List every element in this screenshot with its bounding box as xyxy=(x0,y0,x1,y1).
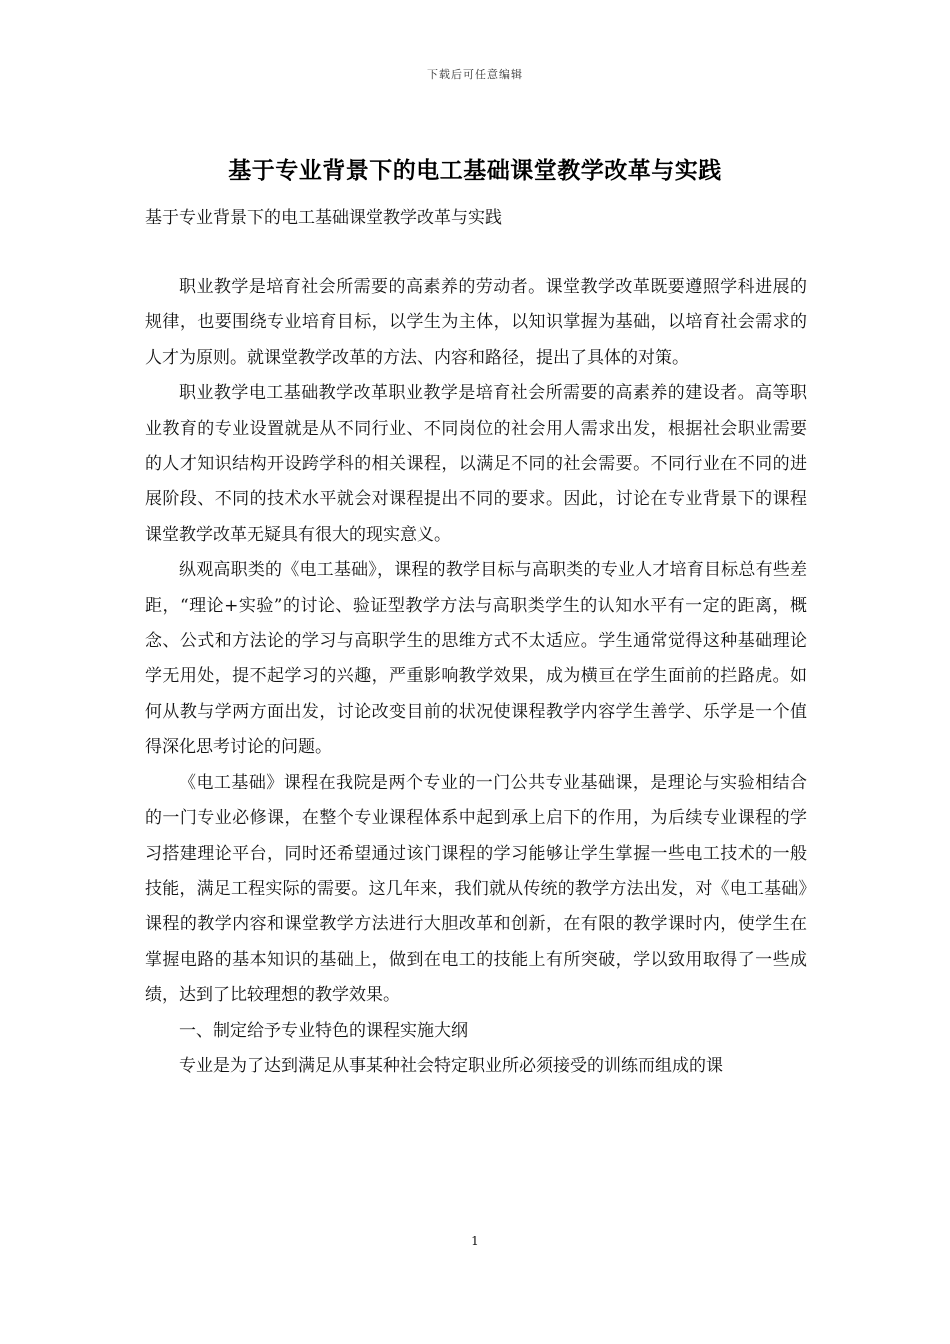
document-body xyxy=(145,270,807,1084)
paragraph-1: 职业教学是培育社会所需要的高素养的劳动者。课堂教学改革既要遵照学科进展的规律，也要围绕专业培育目标，以学生为主体，以知识掌握为基础，以培育社会需求的人才为原则。就课堂教学改革的方法、内容和路径，提出了具体的对策。 xyxy=(145,277,807,368)
section-heading-1: 一、制定给予专业特色的课程实施大纲 xyxy=(179,1020,468,1041)
paragraph-4: 《电工基础》课程在我院是两个专业的一门公共专业基础课，是理论与实验相结合的一门专业必修课，在整个专业课程体系中起到承上启下的作用，为后续专业课程的学习搭建理论平台，同时还希望通过该门课程的学习能够让学生掌握一些电工技术的一般技能，满足工程实际的需要。这几年来，我们就从传统的教学方法出发，对《电工基础》课程的教学内容和课堂教学方法进行大胆改革和创新，在有限的教学课时内，使学生在掌握电路的基本知识的基础上，做到在电工的技能上有所突破，学以致用取得了一些成绩，达到了比较理想的教学效果。 xyxy=(145,772,807,1006)
page-number: 1 xyxy=(471,1234,479,1248)
paragraph-3: 纵观高职类的《电工基础》，课程的教学目标与高职类的专业人才培育目标总有些差距，“理论+实验”的讨论、验证型教学方法与高职类学生的认知水平有一定的距离，概念、公式和方法论的学习与高职学生的思维方式不太适应。学生通常觉得这种基础理论学无用处，提不起学习的兴趣，严重影响教学效果，成为横亘在学生面前的拦路虎。如何从教与学两方面出发，讨论改变目前的状况使课程教学内容学生善学、乐学是一个值得深化思考讨论的问题。 xyxy=(145,560,807,758)
paragraph-2: 职业教学电工基础教学改革职业教学是培育社会所需要的高素养的建设者。高等职业教育的专业设置就是从不同行业、不同岗位的社会用人需求出发，根据社会职业需要的人才知识结构开设跨学科的相关课程，以满足不同的社会需要。不同行业在不同的进展阶段、不同的技术水平就会对课程提出不同的要求。因此，讨论在专业背景下的课程课堂教学改革无疑具有很大的现实意义。 xyxy=(145,383,807,545)
paragraph-5: 专业是为了达到满足从事某种社会特定职业所必须接受的训练而组成的课 xyxy=(179,1055,723,1076)
document-subtitle: 基于专业背景下的电工基础课堂教学改革与实践 xyxy=(145,208,502,228)
document-title: 基于专业背景下的电工基础课堂教学改革与实践 xyxy=(228,157,722,184)
header-note: 下载后可任意编辑 xyxy=(427,68,523,81)
